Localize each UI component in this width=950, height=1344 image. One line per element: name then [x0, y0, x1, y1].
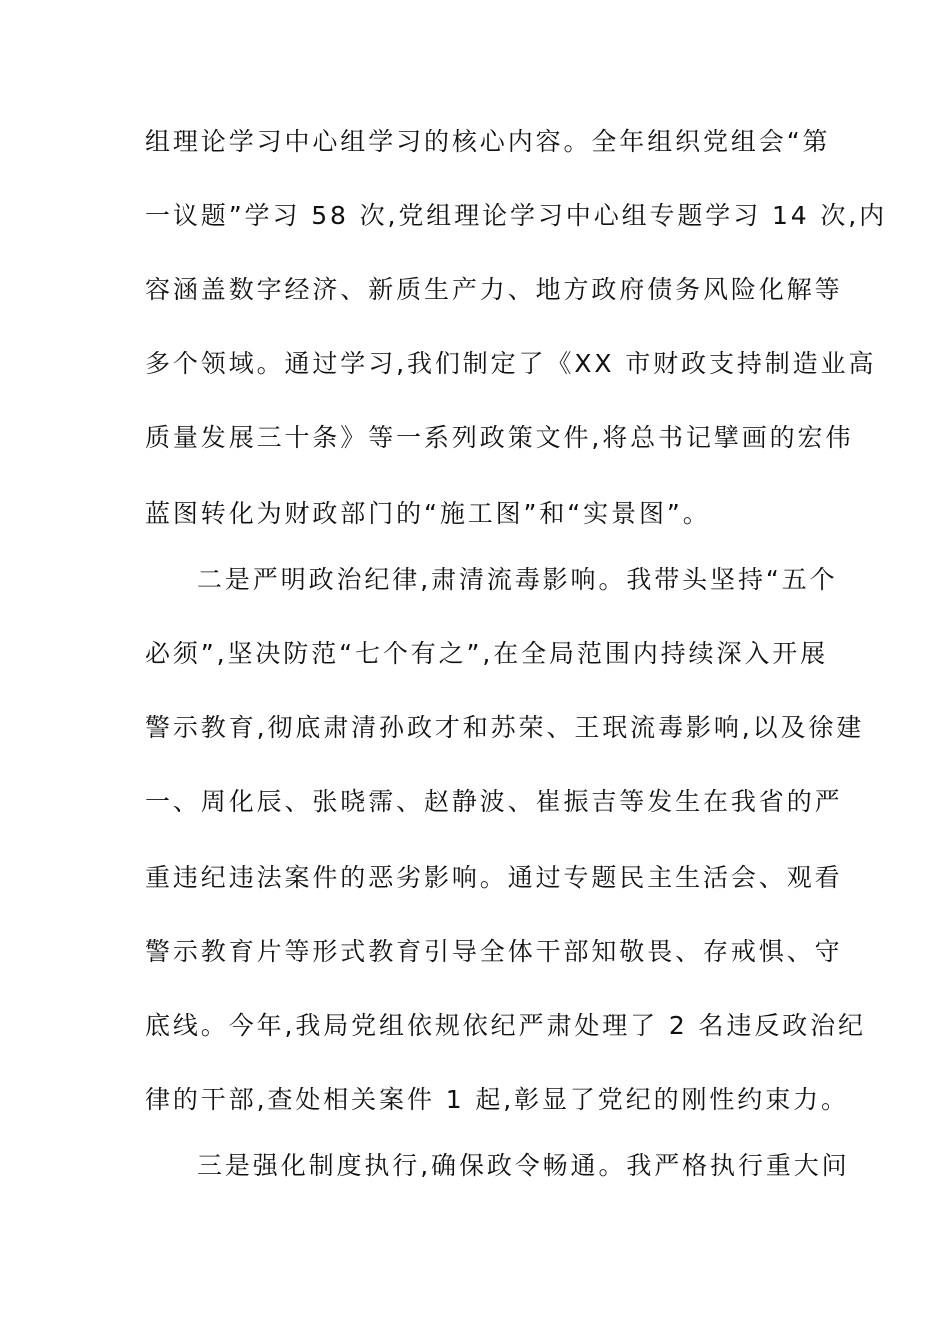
- paragraph-line: 律的干部,查处相关案件 1 起,彰显了党纪的刚性约束力。: [145, 1085, 849, 1114]
- paragraph-line: 多个领域。通过学习,我们制定了《XX 市财政支持制造业高: [145, 349, 877, 378]
- paragraph-line: 警示教育,彻底肃清孙政才和苏荣、王珉流毒影响,以及徐建: [145, 713, 865, 742]
- paragraph-line: 必须”,坚决防范“七个有之”,在全局范围内持续深入开展: [145, 639, 829, 668]
- paragraph-start-line: 三是强化制度执行,确保政令畅通。我严格执行重大问: [197, 1151, 850, 1180]
- paragraph-line: 警示教育片等形式教育引导全体干部知敬畏、存戒惧、守: [145, 937, 843, 966]
- paragraph-line: 蓝图转化为财政部门的“施工图”和“实景图”。: [145, 499, 711, 528]
- paragraph-line: 组理论学习中心组学习的核心内容。全年组织党组会“第: [145, 127, 831, 156]
- paragraph-start-line: 二是严明政治纪律,肃清流毒影响。我带头坚持“五个: [197, 565, 838, 594]
- paragraph-line: 底线。今年,我局党组依规依纪严肃处理了 2 名违反政治纪: [145, 1011, 866, 1040]
- paragraph-line: 重违纪违法案件的恶劣影响。通过专题民主生活会、观看: [145, 863, 843, 892]
- paragraph-line: 质量发展三十条》等一系列政策文件,将总书记擘画的宏伟: [145, 423, 854, 452]
- paragraph-line: 容涵盖数字经济、新质生产力、地方政府债务风险化解等: [145, 275, 843, 304]
- paragraph-line: 一、周化辰、张晓霈、赵静波、崔振吉等发生在我省的严: [145, 787, 843, 816]
- paragraph-line: 一议题”学习 58 次,党组理论学习中心组专题学习 14 次,内: [145, 201, 888, 230]
